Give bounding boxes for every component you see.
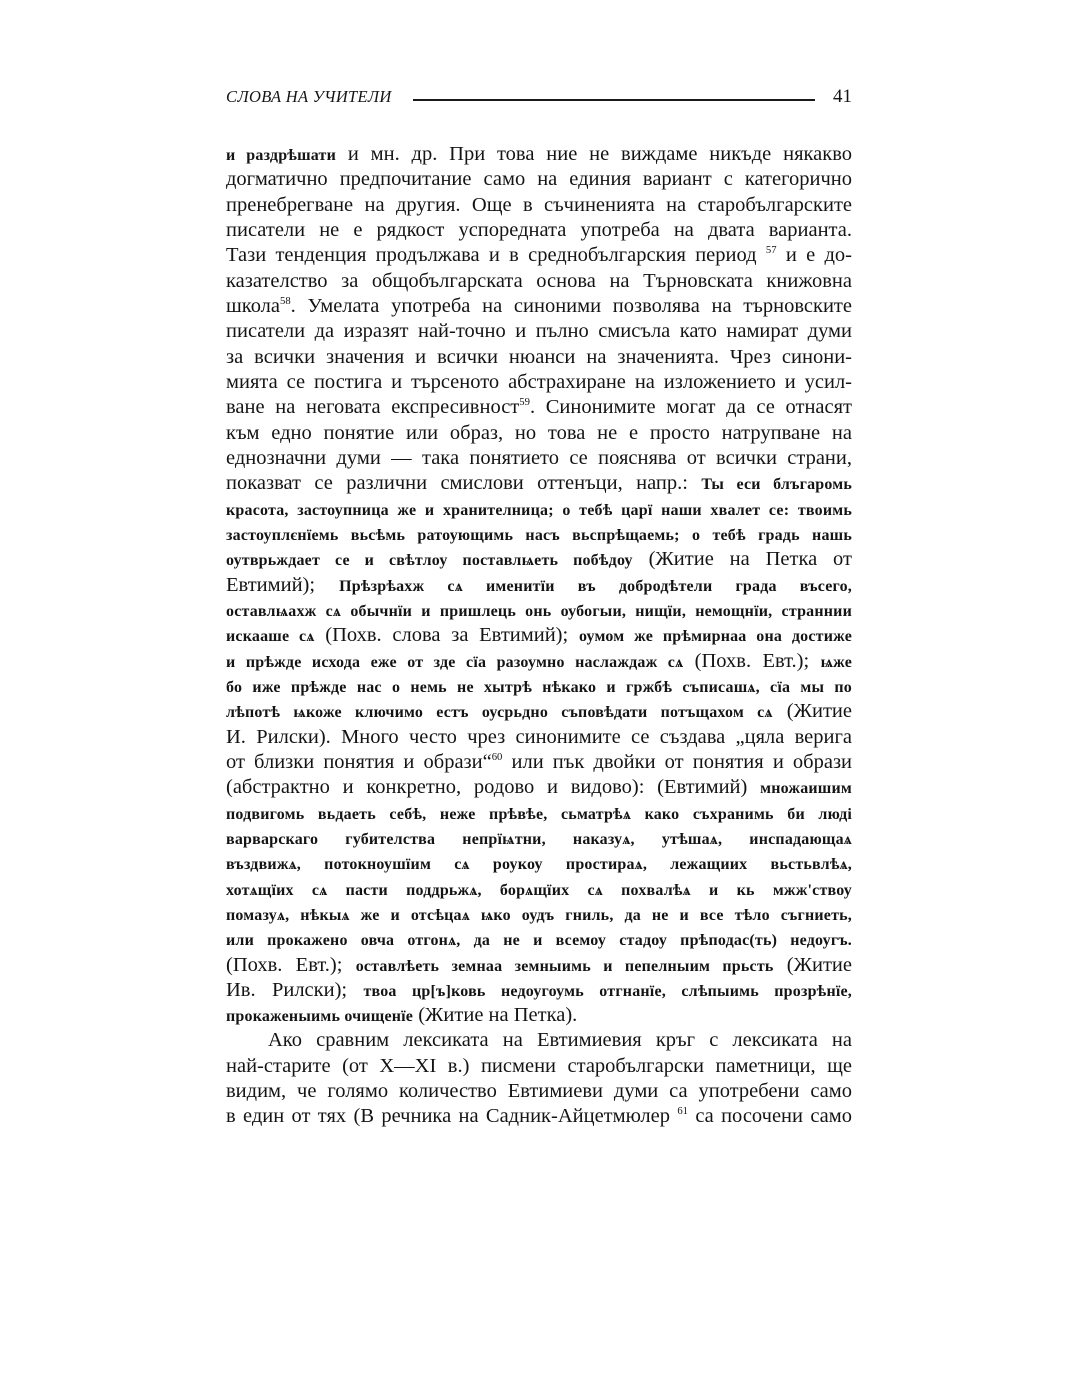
text-run: еднозначни думи — така понятието се пояснява от всички страни, [226,446,852,469]
text-run: Ако сравним лексиката на Евтимиевия кръг с лексиката на [268,1029,852,1052]
text-run: Ив. Рилски); [226,978,364,1001]
text-run: казателство за общобългарската основа на Търновската книжовна [226,269,852,292]
text-line [226,446,852,471]
text-line [226,953,852,978]
church-slavonic-quote: оутврьждает се и свѣтлоу поставлѩеть побѣдоу [226,552,633,570]
church-slavonic-quote: и раздрѣшати [226,147,337,164]
text-line [226,978,852,1003]
text-run: . Умелата употреба на синоними позволява на търновските [290,294,852,317]
text-run: и мн. др. При това ние не виждаме никъде някакво [336,143,852,165]
text-line [226,471,852,496]
footnote-ref: 60 [491,751,503,763]
text-run: към едно понятие или образ, но това не е просто натрупване на [226,421,852,444]
text-line [226,193,852,218]
text-line [226,345,852,370]
text-run: видим, че голямо количество Евтимиеви думи са употребени само [226,1080,852,1103]
text-run: или пък двойки от понятия и образи [502,750,852,773]
page-number: 41 [833,86,852,107]
text-run: от близки понятия и образи“ [226,750,492,773]
church-slavonic-quote: хотѧщїих сѧ пасти поддрьжѧ, борѧщїих сѧ похвалѣѧ и кь мжж'ствоу [226,881,852,899]
text-line [226,573,852,598]
church-slavonic-quote: Прѣзрѣахж сѧ именитїи въ добродѣтели града въсего, [339,577,852,595]
text-line [226,395,852,420]
text-run: ване на неговата експресивност [226,396,520,419]
church-slavonic-quote: застоуплєнїемь вьсѣмь ратоующимь насъ вьспрѣщаемь; о тебѣ градь нашь [226,526,852,544]
church-slavonic-quote: ѩже [820,653,852,671]
text-run: показват се различни смислови оттенъци, напр.: [226,472,702,495]
church-slavonic-quote: варварскаго губителства непрїѩтни, наказуѧ, утѣшаѧ, инспадающаѧ [226,830,852,848]
church-slavonic-quote: оумом же прѣмирнаа она достиже [578,628,852,646]
text-run: и е до- [776,244,852,267]
footnote-ref: 57 [765,245,777,257]
text-line [226,775,852,800]
church-slavonic-quote: Ты еси блъгаромь [701,476,852,494]
text-line [226,294,852,319]
church-slavonic-quote: оставлѩахж сѧ обычнїи и пришлець онь оубогыи, нищїи, немощнїи, страннии [226,602,852,620]
church-slavonic-quote: въздвижѧ, потокноушїим сѧ роукоу простираѧ, лежащиих вьстьвлѣѧ, [226,856,852,874]
text-line [226,877,852,902]
text-run: И. Рилски). Много често чрез синонимите се създава „цяла верига [226,725,852,748]
church-slavonic-quote: подвигомь вьдаеть себѣ, неже прѣвѣе, сьматрѣѧ како съхранимь би люді [226,805,852,823]
text-run: за всички значения и всички нюанси на значенията. Чрез синони- [226,345,852,368]
text-run: . Синонимите могат да се отнасят [529,396,852,419]
text-run: (Похв. слова за Евтимий); [314,624,579,647]
text-run: школа [226,294,281,317]
text-line [226,319,852,344]
text-line [226,218,852,243]
text-line [226,826,852,851]
text-line [226,725,852,750]
church-slavonic-quote: или прокажено овча отгонѧ, да не и всемоу стадоу прѣподас(ть) недоугъ. [226,932,852,950]
church-slavonic-quote: и прѣжде исхода еже от зде сїа разоумно наслаждаж сѧ [226,653,684,671]
footnote-ref: 61 [677,1106,688,1118]
text-run: догматично предпочитание само на единия вариант с категорично [226,168,852,191]
text-run: (Житие на Петка от [632,548,852,571]
text-line [226,699,852,724]
text-run: (Житие на Петка). [413,1004,578,1027]
church-slavonic-quote: оставлѣеть земнаа земныимь и пепелныим прьсть [355,957,774,975]
text-line [226,801,852,826]
text-line [226,598,852,623]
text-line [226,623,852,648]
church-slavonic-quote: лѣпотѣ ѩкоже ключимо естъ оусрьдно съповѣдати потъщахом сѧ [226,704,773,722]
text-line [226,142,852,167]
text-line [226,1054,852,1079]
text-line [226,243,852,268]
text-run: писатели да изразят най-точно и пълно смисъла като намират думи [226,320,852,343]
text-run: в един от тях (В речника на Садник-Айцетмюлер [226,1105,678,1128]
footnote-ref: 59 [519,397,530,409]
text-run: Тази тенденция продължава и в среднобългарския период [226,244,766,267]
text-run: пренебрегване на другия. Още в съчиненията на старобългарските [226,193,852,216]
text-line [226,851,852,876]
text-run: (Житие [773,953,852,976]
running-title: СЛОВА НА УЧИТЕЛИ [226,87,392,106]
church-slavonic-quote: красота, застоупница же и хранителница; о тебѣ царї наши хвалет се: твоимь [226,501,852,519]
body-text [226,142,852,1130]
text-run: най-старите (от X—XI в.) писмени старобългарски паметници, ще [226,1054,852,1077]
church-slavonic-quote: твоа цр[ъ]ковь недоугоумь отгнанїе, слѣпыимь прозрѣнїе, [363,982,852,1000]
text-line [226,902,852,927]
header-rule [413,99,815,101]
text-line [226,1104,852,1129]
text-run: Евтимий); [226,573,340,596]
text-line [226,547,852,572]
text-line [226,1079,852,1104]
text-run: (Похв. Евт.); [226,953,356,976]
church-slavonic-quote: множаишим [760,780,852,798]
text-run: мията се постига и търсеното абстрахиране на изложението и усил- [226,370,852,393]
text-run: писатели не е рядкост успоредната употреба на двата варианта. [226,218,852,241]
text-line [226,167,852,192]
text-line [226,927,852,952]
text-run: са посочени само [687,1105,852,1128]
text-line [226,497,852,522]
church-slavonic-quote: бо иже прѣжде нас о немь не хытрѣ нѣкако и гржбѣ съписашѧ, сїа мы по [226,678,852,696]
church-slavonic-quote: искааше сѧ [226,628,315,646]
text-line [226,750,852,775]
church-slavonic-quote: прокаженыимь очищенїе [226,1008,414,1026]
footnote-ref: 58 [280,295,291,307]
text-line [226,370,852,395]
text-line [226,1003,852,1028]
text-line [226,674,852,699]
text-line [226,522,852,547]
text-run: (абстрактно и конкретно, родово и видово): (Евтимий) [226,776,761,799]
text-line [226,1028,852,1053]
text-line [226,269,852,294]
text-line [226,421,852,446]
text-line [226,649,852,674]
text-run: (Житие [772,700,852,723]
text-run: (Похв. Евт.); [683,649,821,672]
church-slavonic-quote: помазуѧ, нѣкыѧ же и отсѣцаѧ ѩко оудъ гниль, да не и все тѣло съгниеть, [226,906,852,924]
